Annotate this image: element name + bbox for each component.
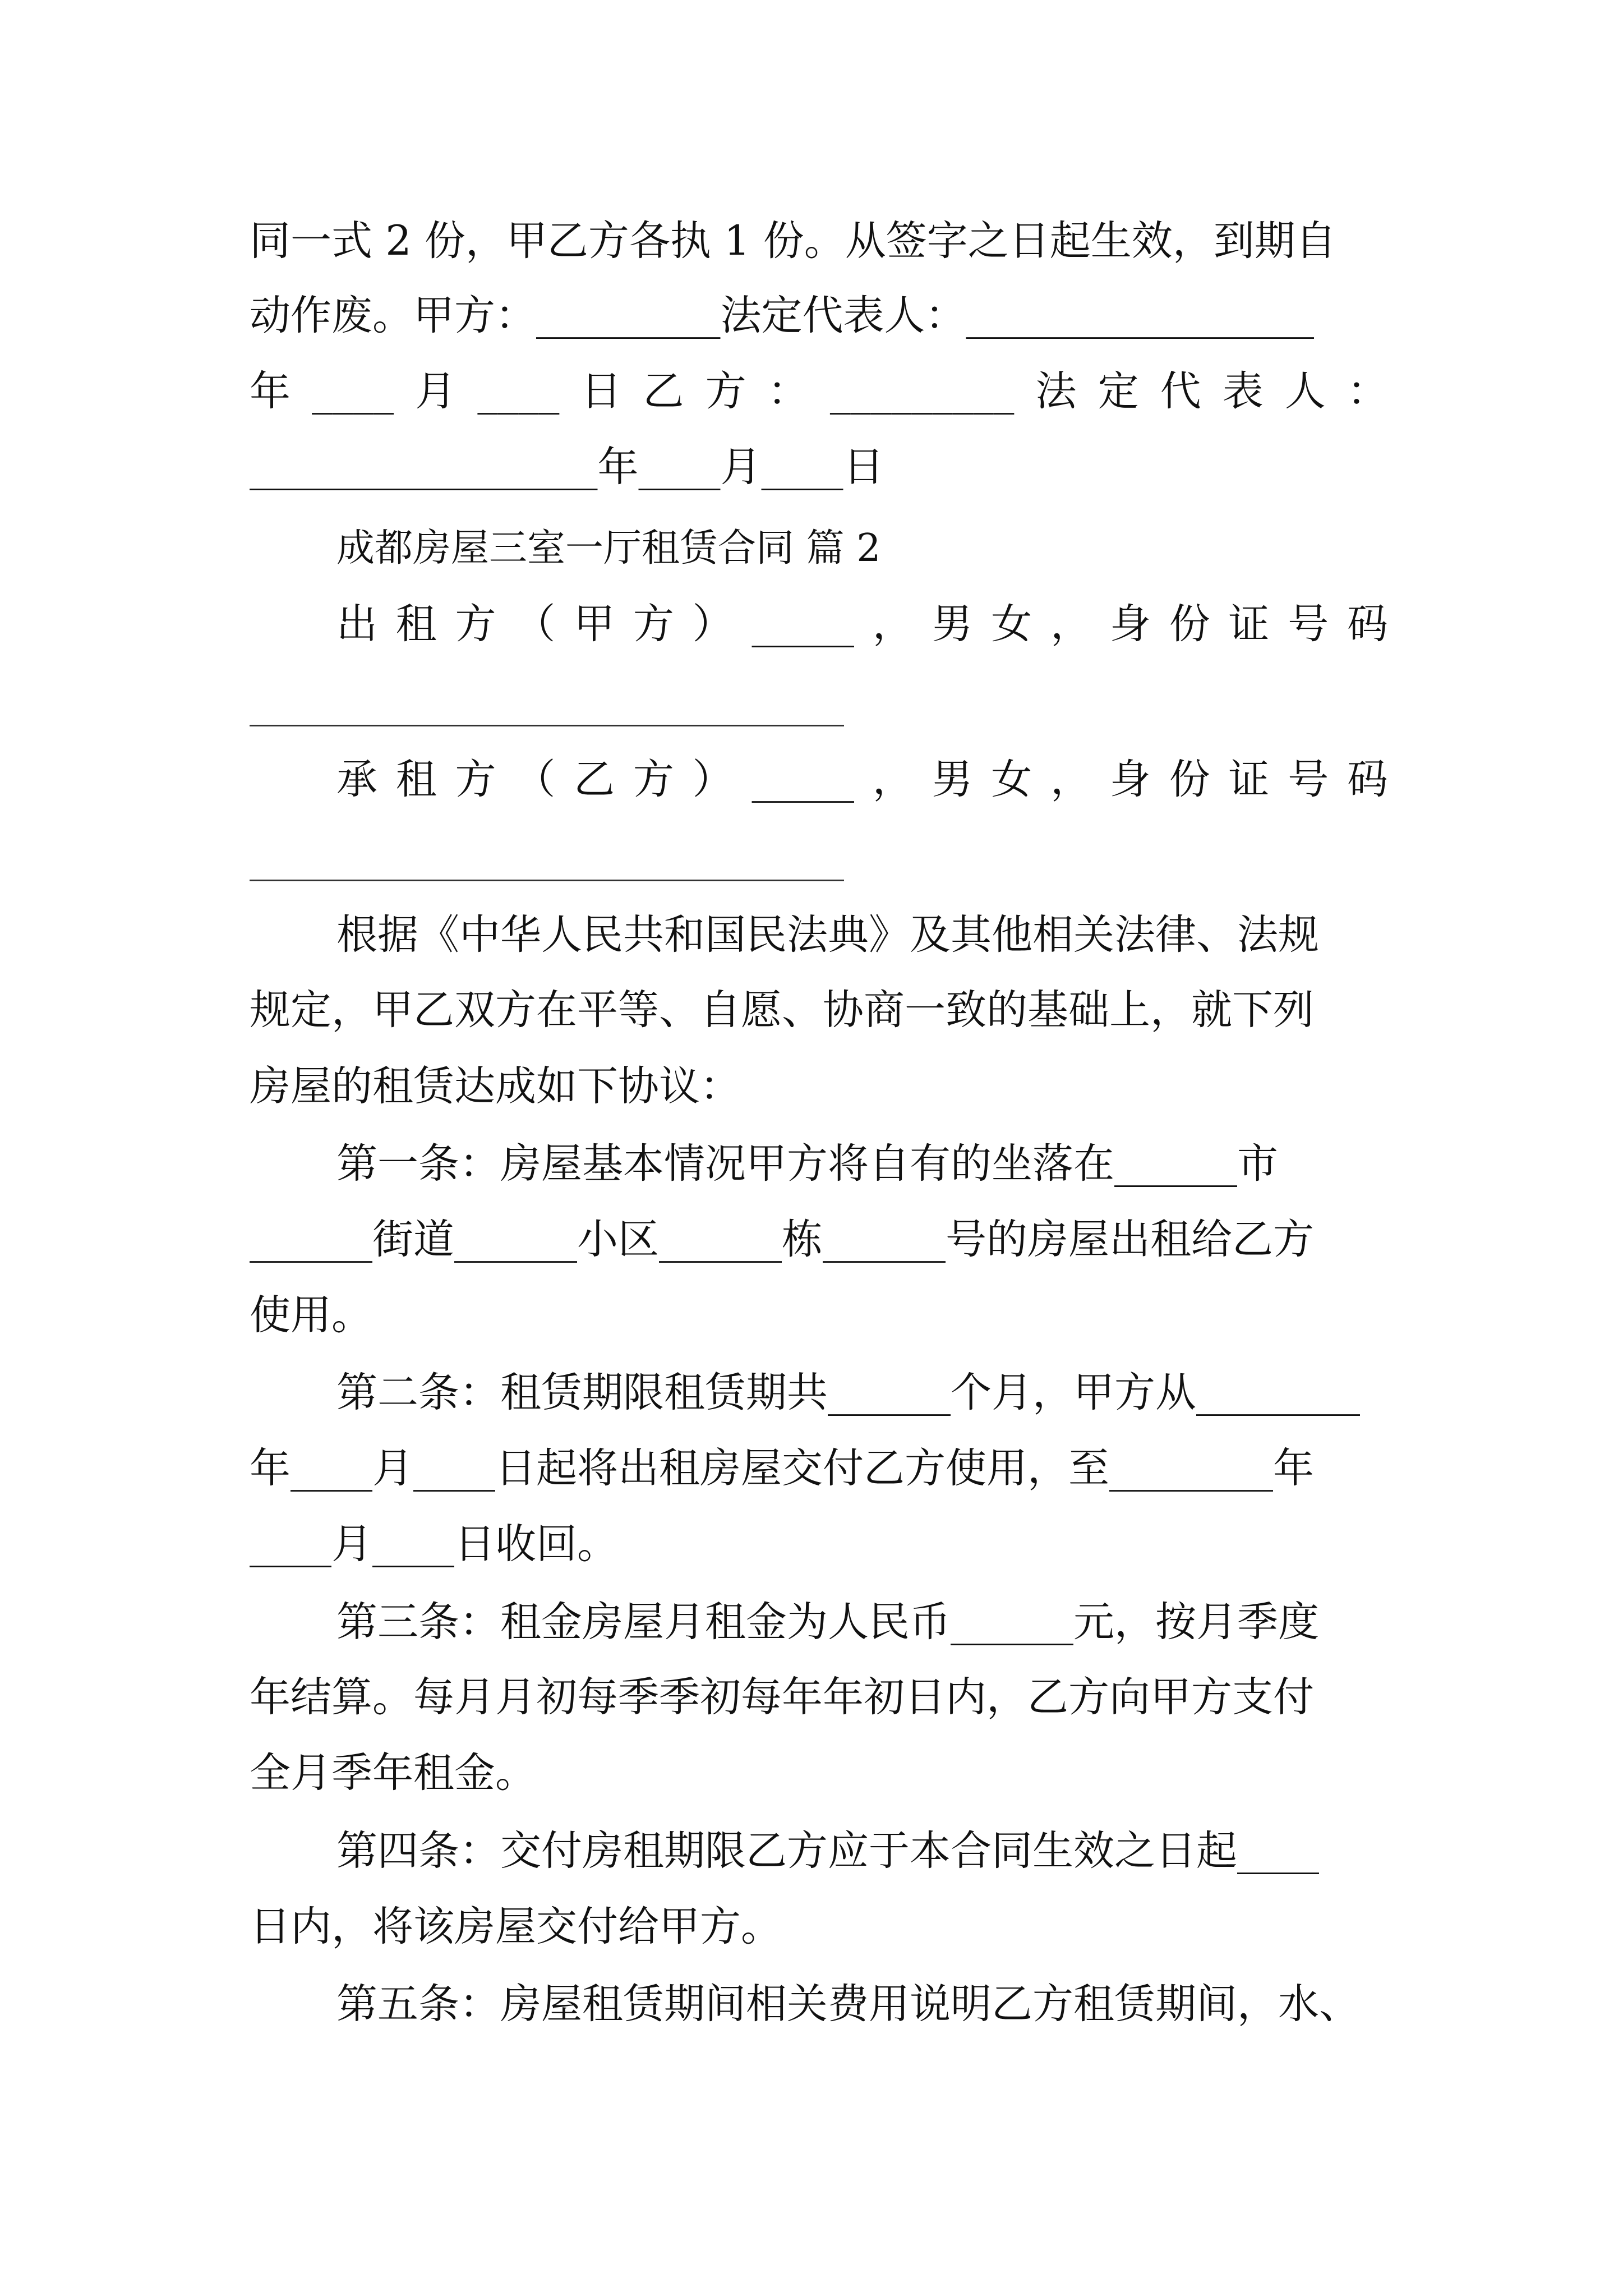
- text-line-8: 规定，甲乙双方在平等、自愿、协商一致的基础上，就下列: [250, 986, 1314, 1034]
- text-line-9: 房屋的租赁达成如下协议：: [250, 1062, 741, 1110]
- article-1-line-2: ______街道______小区______栋______号的房屋出租给乙方: [250, 1216, 1314, 1263]
- lessee-line: 承租方（乙方）_____，男女，身份证号码: [336, 756, 1388, 803]
- text-line-2: 动作废。甲方：_________法定代表人：_________________: [250, 292, 1314, 339]
- article-2-line-1: 第二条：租赁期限租赁期共______个月，甲方从________: [336, 1369, 1360, 1416]
- lessor-id-underline: [250, 725, 844, 726]
- lessor-line: 出租方（甲方）_____，男女，身份证号码: [336, 600, 1388, 648]
- article-2-line-2: 年____月____日起将出租房屋交付乙方使用，至________年: [250, 1444, 1314, 1492]
- lessee-id-underline: [250, 880, 844, 881]
- article-1-line-3: 使用。: [250, 1291, 372, 1339]
- article-2-line-3: ____月____日收回。: [250, 1520, 618, 1568]
- article-4-line-1: 第四条：交付房租期限乙方应于本合同生效之日起____: [336, 1827, 1319, 1875]
- article-5-line-1: 第五条：房屋租赁期间相关费用说明乙方租赁期间，水、: [336, 1980, 1360, 2028]
- text-line-1: 同一式 2 份，甲乙方各执 1 份。从签字之日起生效，到期自: [250, 217, 1336, 265]
- text-line-7: 根据《中华人民共和国民法典》及其他相关法律、法规: [336, 911, 1319, 959]
- section-heading: 成都房屋三室一厅租赁合同 篇 2: [336, 526, 881, 570]
- article-3-line-2: 年结算。每月月初每季季初每年年初日内，乙方向甲方支付: [250, 1673, 1314, 1721]
- text-line-3: 年____月____日乙方：_________法定代表人：: [250, 367, 1388, 415]
- article-4-line-2: 日内，将该房屋交付给甲方。: [250, 1903, 782, 1950]
- article-3-line-3: 全月季年租金。: [250, 1749, 536, 1797]
- text-line-4: _________________年____月____日: [250, 443, 884, 491]
- article-3-line-1: 第三条：租金房屋月租金为人民币______元，按月季度: [336, 1598, 1319, 1646]
- article-1-line-1: 第一条：房屋基本情况甲方将自有的坐落在______市: [336, 1140, 1278, 1188]
